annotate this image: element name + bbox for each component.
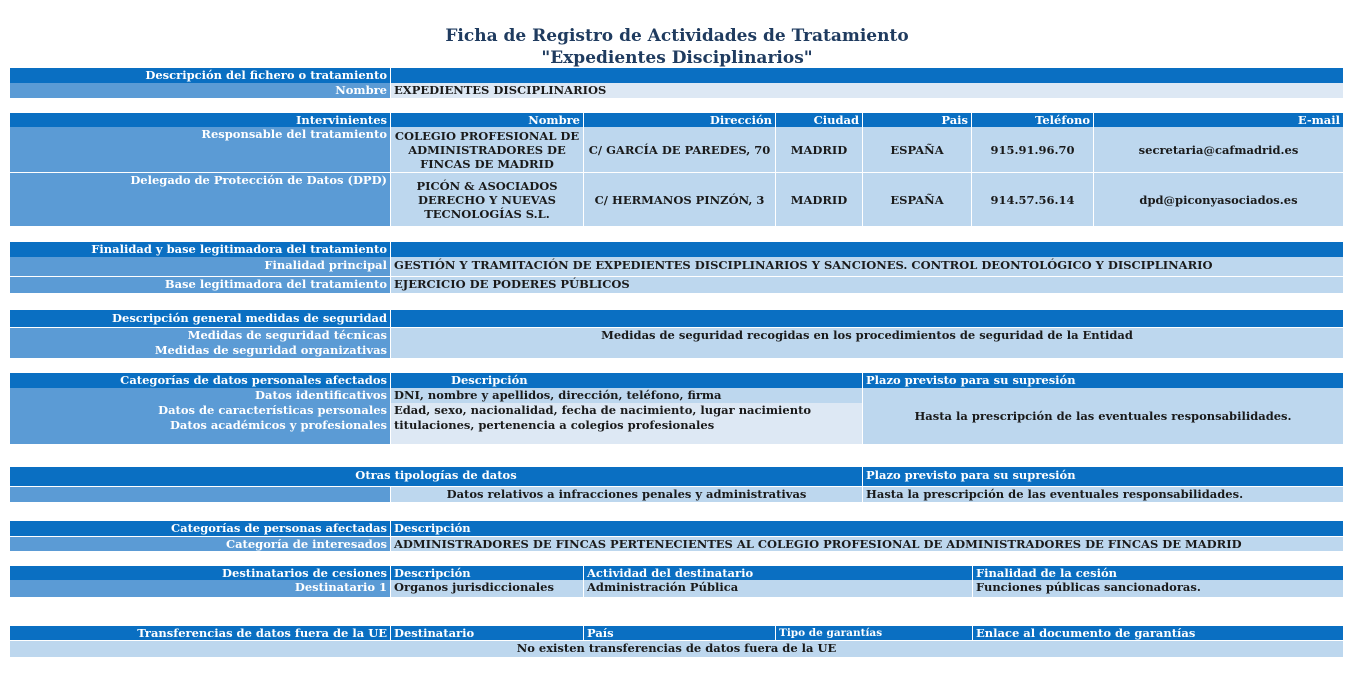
datos-identificativos-value: DNI, nombre y apellidos, dirección, teléfono, firma xyxy=(391,388,862,403)
col-header-direccion: Dirección xyxy=(584,113,775,127)
categorias-plazo-value: Hasta la prescripción de las eventuales responsabilidades. xyxy=(863,388,1343,444)
destinatarios-header: Destinatarios de cesiones xyxy=(10,566,390,580)
col-header-pais: Pais xyxy=(863,113,971,127)
responsable-ciudad: MADRID xyxy=(776,127,862,172)
finalidad-principal-label: Finalidad principal xyxy=(10,257,390,276)
destinatarios-actividad-header: Actividad del destinatario xyxy=(584,566,972,580)
base-value: EJERCICIO DE PODERES PÚBLICOS xyxy=(391,277,1343,293)
tecnicas-label: Medidas de seguridad técnicas xyxy=(10,328,390,343)
destinatarios-desc-header: Descripción xyxy=(391,566,583,580)
col-header-nombre: Nombre xyxy=(391,113,583,127)
transferencias-header: Transferencias de datos fuera de la UE xyxy=(10,626,390,640)
dpd-ciudad: MADRID xyxy=(776,173,862,226)
datos-identificativos-label: Datos identificativos xyxy=(10,388,390,403)
transferencias-value: No existen transferencias de datos fuera de la UE xyxy=(10,641,1343,657)
dpd-label: Delegado de Protección de Datos (DPD) xyxy=(10,173,390,226)
dpd-nombre: PICÓN & ASOCIADOS DERECHO Y NUEVAS TECNOLOGÍAS S.L. xyxy=(391,173,583,226)
dpd-pais: ESPAÑA xyxy=(863,173,971,226)
destinatario-1-label: Destinatario 1 xyxy=(10,580,390,597)
destinatario-1-desc: Organos jurisdiccionales xyxy=(391,580,583,597)
dpd-direccion: C/ HERMANOS PINZÓN, 3 xyxy=(584,173,775,226)
otras-header: Otras tipologías de datos xyxy=(10,467,862,486)
otras-label-cell xyxy=(10,487,390,502)
personas-header: Categorías de personas afectadas xyxy=(10,521,390,536)
descripcion-header: Descripción del fichero o tratamiento xyxy=(10,68,390,83)
otras-plazo-header: Plazo previsto para su supresión xyxy=(863,467,1343,486)
otras-value: Datos relativos a infracciones penales y administrativas xyxy=(391,487,862,502)
seguridad-header: Descripción general medidas de seguridad xyxy=(10,310,390,327)
seguridad-value: Medidas de seguridad recogidas en los procedimientos de seguridad de la Entidad xyxy=(391,328,1343,358)
seguridad-header-fill xyxy=(391,310,1343,327)
datos-academicos-label: Datos académicos y profesionales xyxy=(10,418,390,444)
transferencias-destinatario-header: Destinatario xyxy=(391,626,583,640)
col-header-intervinientes: Intervinientes xyxy=(10,113,390,127)
responsable-nombre: COLEGIO PROFESIONAL DE ADMINISTRADORES DE FINCAS DE MADRID xyxy=(391,127,583,172)
finalidad-principal-value: GESTIÓN Y TRAMITACIÓN DE EXPEDIENTES DISCIPLINARIOS Y SANCIONES. CONTROL DEONTOLÓGICO Y DISCIPLINARIO xyxy=(391,257,1343,276)
destinatario-1-finalidad: Funciones públicas sancionadoras. xyxy=(973,580,1343,597)
dpd-email[interactable]: dpd@piconyasociados.es xyxy=(1094,173,1343,226)
personas-desc-header: Descripción xyxy=(391,521,1343,536)
datos-academicos-value: titulaciones, pertenencia a colegios profesionales xyxy=(391,418,862,444)
datos-caracteristicas-label: Datos de características personales xyxy=(10,403,390,418)
page-subtitle: "Expedientes Disciplinarios" xyxy=(541,48,813,68)
responsable-label: Responsable del tratamiento xyxy=(10,127,390,172)
responsable-pais: ESPAÑA xyxy=(863,127,971,172)
destinatario-1-actividad: Administración Pública xyxy=(584,580,972,597)
base-label: Base legitimadora del tratamiento xyxy=(10,277,390,293)
personas-value: ADMINISTRADORES DE FINCAS PERTENECIENTES AL COLEGIO PROFESIONAL DE ADMINISTRADORES DE FINCAS DE MADRID xyxy=(391,537,1343,551)
responsable-telefono: 915.91.96.70 xyxy=(972,127,1093,172)
transferencias-enlace-header: Enlace al documento de garantías xyxy=(973,626,1343,640)
responsable-direccion: C/ GARCÍA DE PAREDES, 70 xyxy=(584,127,775,172)
transferencias-tipo-header: Tipo de garantías xyxy=(776,626,972,640)
categorias-desc-header: Descripción xyxy=(391,373,862,388)
otras-plazo-value: Hasta la prescripción de las eventuales responsabilidades. xyxy=(863,487,1343,502)
personas-label: Categoría de interesados xyxy=(10,537,390,551)
destinatarios-finalidad-header: Finalidad de la cesión xyxy=(973,566,1343,580)
finalidad-header-fill xyxy=(391,242,1343,257)
finalidad-header: Finalidad y base legitimadora del tratamiento xyxy=(10,242,390,257)
categorias-plazo-header: Plazo previsto para su supresión xyxy=(863,373,1343,388)
col-header-telefono: Teléfono xyxy=(972,113,1093,127)
page-title: Ficha de Registro de Actividades de Tratamiento xyxy=(445,26,909,46)
transferencias-pais-header: País xyxy=(584,626,775,640)
col-header-email: E-mail xyxy=(1094,113,1343,127)
dpd-telefono: 914.57.56.14 xyxy=(972,173,1093,226)
datos-caracteristicas-value: Edad, sexo, nacionalidad, fecha de nacimiento, lugar nacimiento xyxy=(391,403,862,418)
organizativas-label: Medidas de seguridad organizativas xyxy=(10,343,390,358)
nombre-label: Nombre xyxy=(10,83,390,98)
descripcion-header-fill xyxy=(391,68,1343,83)
nombre-value: EXPEDIENTES DISCIPLINARIOS xyxy=(391,83,1343,98)
categorias-datos-header: Categorías de datos personales afectados xyxy=(10,373,390,388)
responsable-email[interactable]: secretaria@cafmadrid.es xyxy=(1094,127,1343,172)
col-header-ciudad: Ciudad xyxy=(776,113,862,127)
